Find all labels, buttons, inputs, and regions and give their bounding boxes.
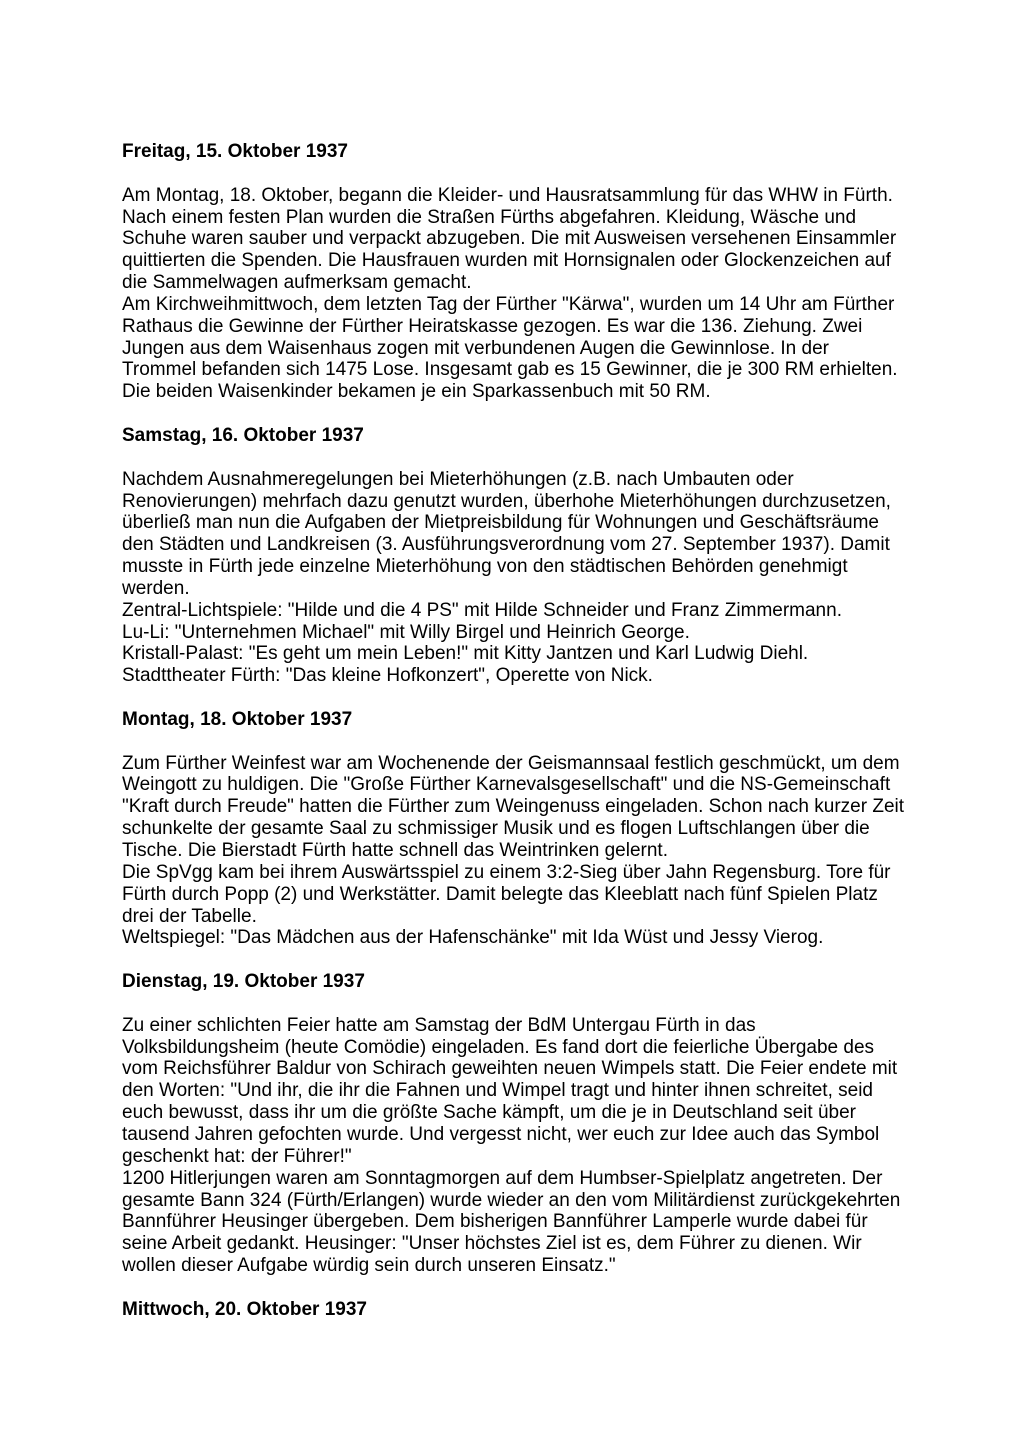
entry-paragraph: Kristall-Palast: "Es geht um mein Leben!" mit Kitty Jantzen und Karl Ludwig Diehl.	[122, 643, 809, 665]
diary-entry-dienstag-19-oktober-1937	[122, 971, 905, 1277]
entry-paragraph: Nachdem Ausnahmeregelungen bei Mieterhöhungen (z.B. nach Umbauten oder Renovierungen) mehrfach dazu genutzt wurden, überhohe Mieterhöhungen durchzusetzen, überließ man nun die Aufgaben der Mietpreisbildung für Wohnungen und Geschäftsräume den Städten und Landkreisen (3. Ausführungsverordnung vom 27. September 1937). Damit musste in Fürth jede einzelne Mieterhöhung von den städtischen Behörden genehmigt werden.	[122, 468, 891, 599]
entry-heading: Mittwoch, 20. Oktober 1937	[122, 1298, 367, 1320]
entry-paragraph: Zu einer schlichten Feier hatte am Samstag der BdM Untergau Fürth in das Volksbildungsheim (heute Comödie) eingeladen. Es fand dort die feierliche Übergabe des vom Reichsführer Baldur von Schirach geweihten neuen Wimpels statt. Die Feier endete mit den Worten: "Und ihr, die ihr die Fahnen und Wimpel tragt und hinter ihnen schreitet, seid euch bewusst, dass ihr um die größte Sache kämpft, um die je in Deutschland seit über tausend Jahren gefochten wurde. Und vergesst nicht, wer euch zur Idee auch das Symbol geschenkt hat: der Führer!"	[122, 1014, 898, 1167]
entry-paragraph: 1200 Hitlerjungen waren am Sonntagmorgen auf dem Humbser-Spielplatz angetreten. Der gesamte Bann 324 (Fürth/Erlangen) wurde wieder an den vom Militärdienst zurückgekehrten Bannführer Heusinger übergeben. Dem bisherigen Bannführer Lamperle wurde dabei für seine Arbeit gedankt. Heusinger: "Unser höchstes Ziel ist es, dem Führer zu dienen. Wir wollen dieser Aufgabe würdig sein durch unseren Einsatz."	[122, 1167, 901, 1277]
entry-heading: Samstag, 16. Oktober 1937	[122, 424, 364, 446]
entry-paragraph: Weltspiegel: "Das Mädchen aus der Hafenschänke" mit Ida Wüst und Jessy Vierog.	[122, 927, 824, 949]
entry-paragraph: Die SpVgg kam bei ihrem Auswärtsspiel zu einem 3:2-Sieg über Jahn Regensburg. Tore für Fürth durch Popp (2) und Werkstätter. Damit belegte das Kleeblatt nach fünf Spielen Platz drei der Tabelle.	[122, 861, 891, 927]
entry-heading: Dienstag, 19. Oktober 1937	[122, 971, 365, 993]
entry-paragraph: Lu-Li: "Unternehmen Michael" mit Willy Birgel und Heinrich George.	[122, 621, 690, 643]
entry-paragraph: Stadttheater Fürth: "Das kleine Hofkonzert", Operette von Nick.	[122, 665, 653, 687]
entry-paragraph: Am Montag, 18. Oktober, begann die Kleider- und Hausratsammlung für das WHW in Fürth. Nach einem festen Plan wurden die Straßen Fürths abgefahren. Kleidung, Wäsche und Schuhe waren sauber und verpackt abzugeben. Die mit Ausweisen versehenen Einsammler quittierten die Spenden. Die Hausfrauen wurden mit Hornsignalen oder Glockenzeichen auf die Sammelwagen aufmerksam gemacht.	[122, 184, 897, 294]
entry-heading: Freitag, 15. Oktober 1937	[122, 141, 348, 162]
entry-paragraph: Zentral-Lichtspiele: "Hilde und die 4 PS" mit Hilde Schneider und Franz Zimmermann.	[122, 599, 842, 621]
document-content	[122, 141, 905, 1342]
diary-entry-freitag-15-oktober-1937	[122, 141, 905, 403]
entry-heading: Montag, 18. Oktober 1937	[122, 708, 353, 730]
diary-entry-samstag-16-oktober-1937	[122, 425, 905, 687]
entry-paragraph: Am Kirchweihmittwoch, dem letzten Tag der Fürther "Kärwa", wurden um 14 Uhr am Fürther Rathaus die Gewinne der Fürther Heiratskasse gezogen. Es war die 136. Ziehung. Zwei Jungen aus dem Waisenhaus zogen mit verbundenen Augen die Gewinnlose. In der Trommel befanden sich 1475 Lose. Insgesamt gab es 15 Gewinner, die je 300 RM erhielten. Die beiden Waisenkinder bekamen je ein Sparkassenbuch mit 50 RM.	[122, 293, 898, 403]
diary-entry-montag-18-oktober-1937	[122, 709, 905, 949]
diary-entry-mittwoch-20-oktober-1937	[122, 1299, 905, 1321]
entry-paragraph: Zum Fürther Weinfest war am Wochenende der Geismannsaal festlich geschmückt, um dem Weingott zu huldigen. Die "Große Fürther Karnevalsgesellschaft" und die NS-Gemeinschaft "Kraft durch Freude" hatten die Fürther zum Weingenuss eingeladen. Schon nach kurzer Zeit schunkelte der gesamte Saal zu schmissiger Musik und es flogen Luftschlangen über die Tische. Die Bierstadt Fürth hatte schnell das Weintrinken gelernt.	[122, 752, 905, 861]
